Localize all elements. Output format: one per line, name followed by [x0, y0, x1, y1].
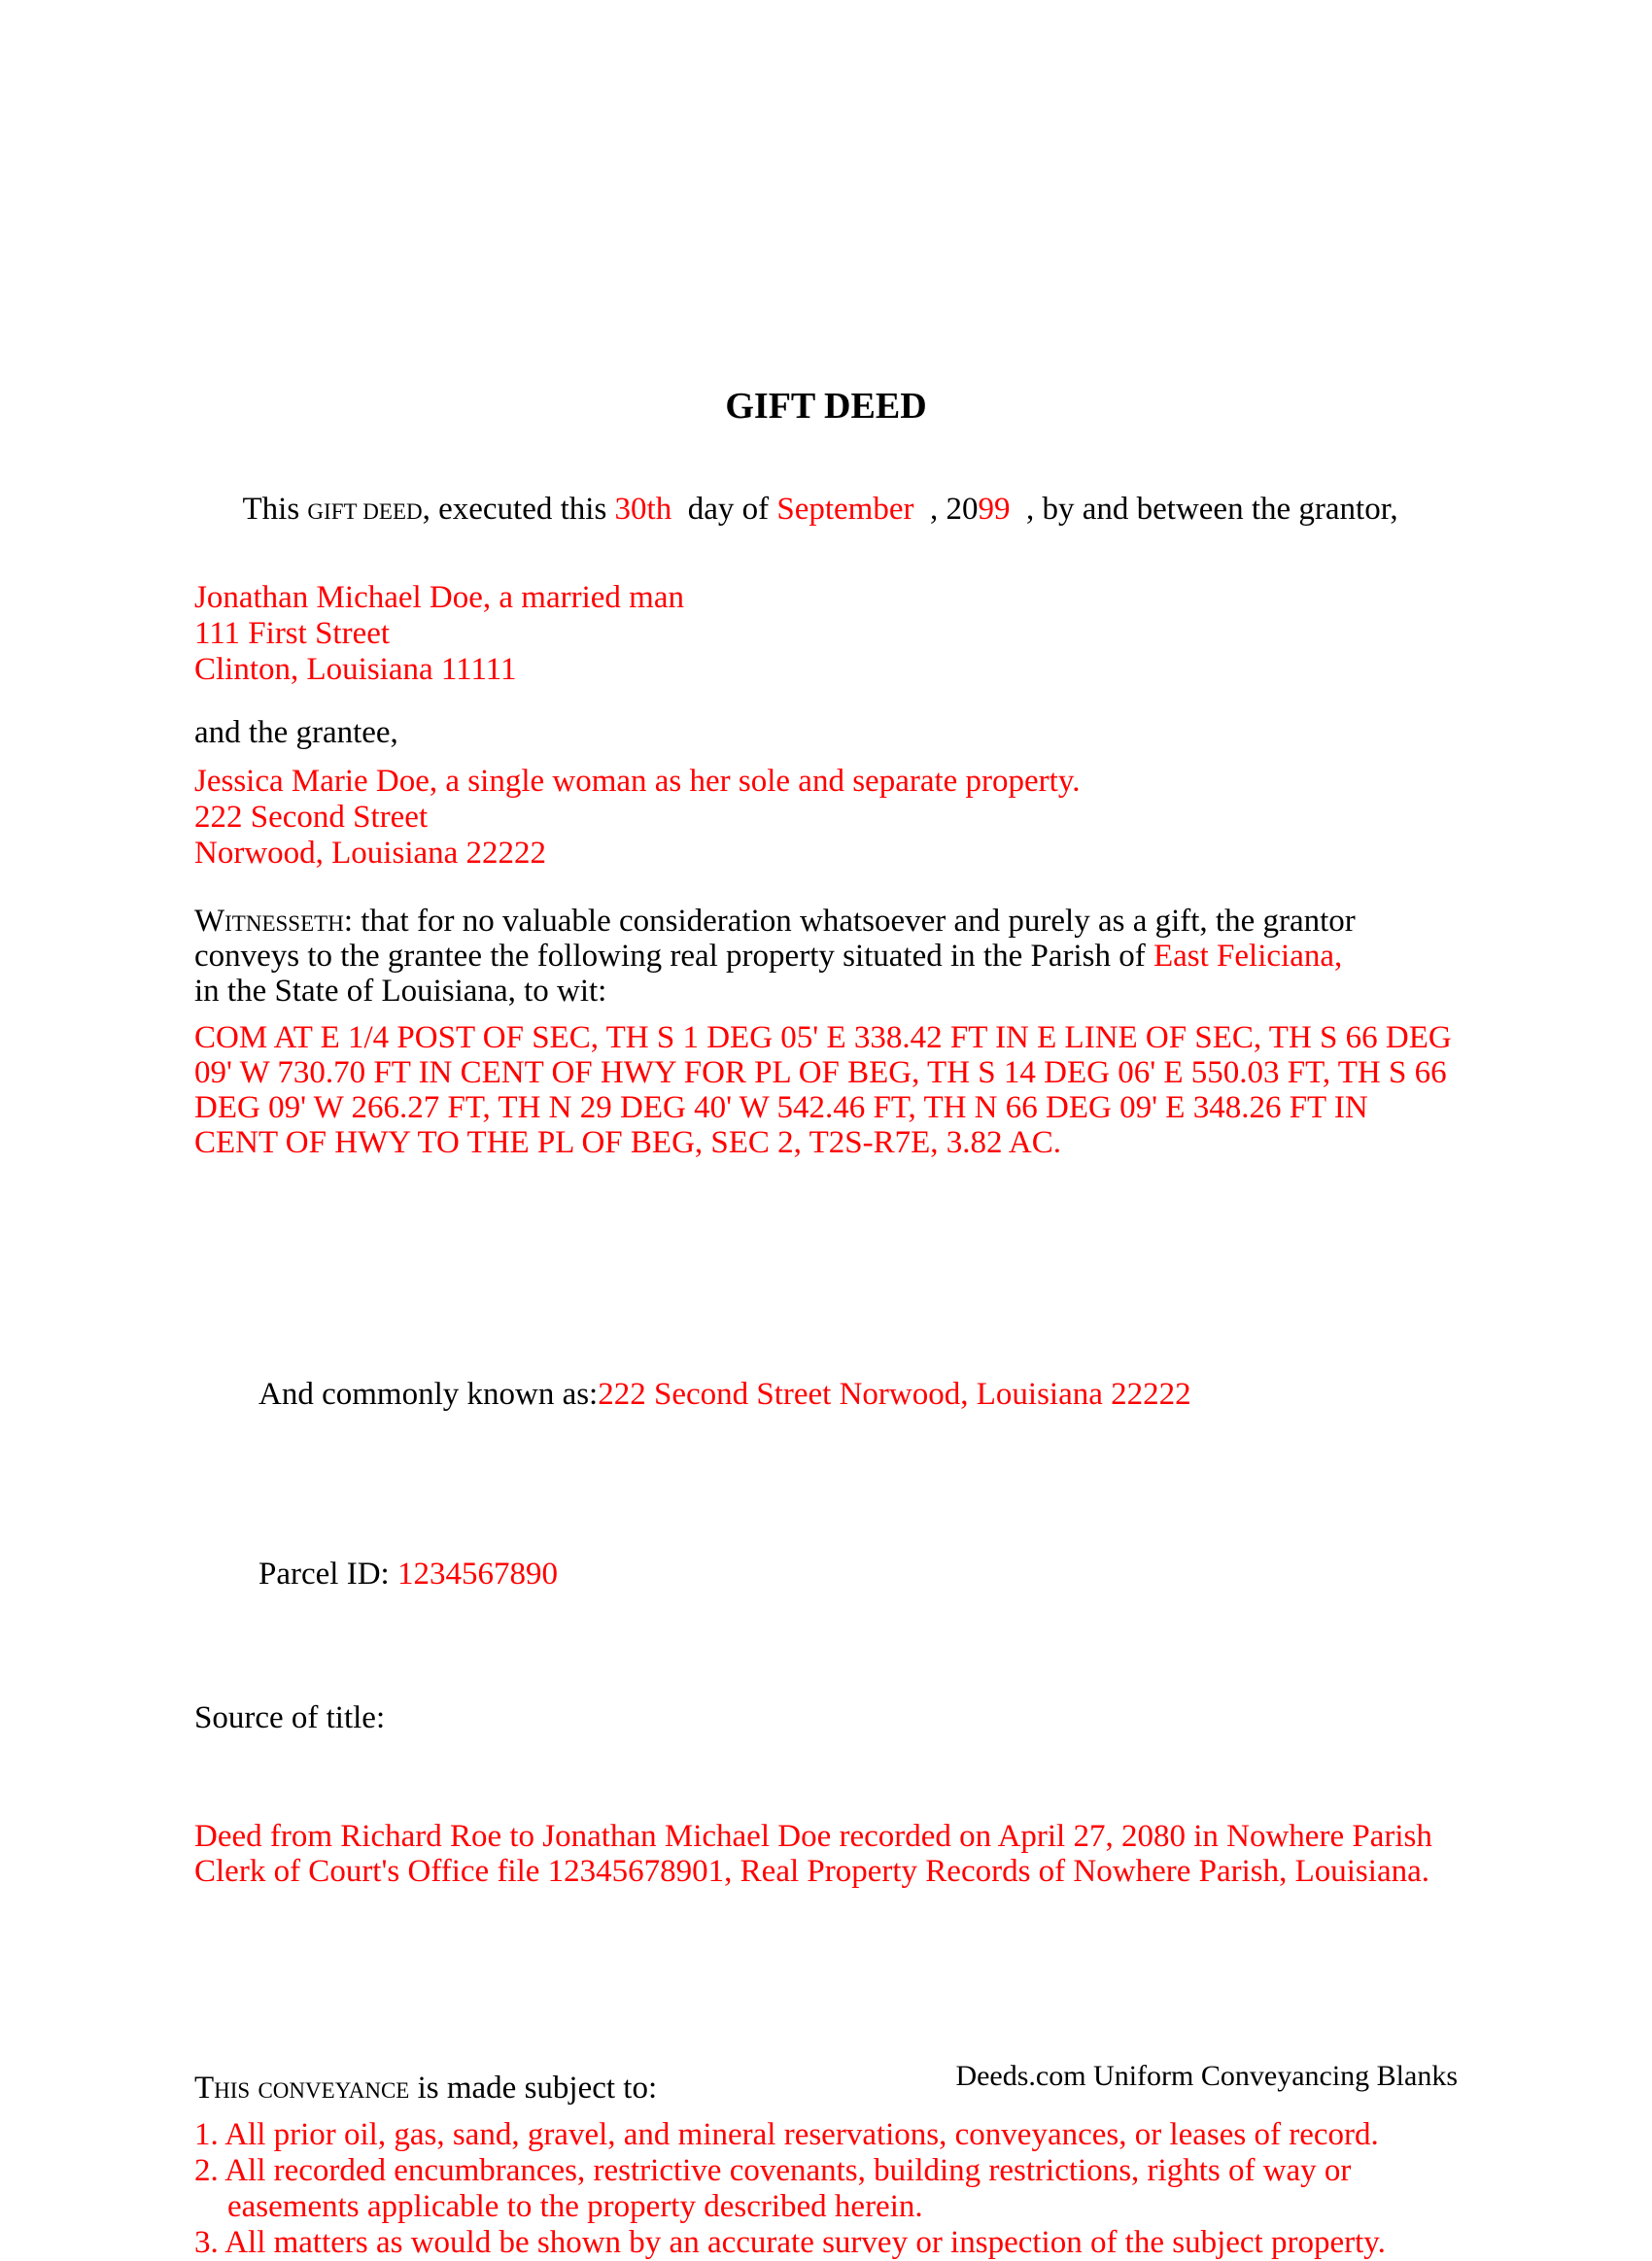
list-item [194, 2225, 1458, 2261]
parcel-id-label: Parcel ID: [258, 1557, 397, 1592]
intro-text-3: day of [671, 492, 777, 527]
grantor-address-line2: Clinton, Louisiana 11111 [194, 652, 517, 687]
source-of-title-label: Source of title: [194, 1700, 386, 1735]
commonly-known-label: And commonly known as: [258, 1377, 599, 1412]
grantee-block [194, 764, 1458, 872]
witnesseth-text-1: : that for no valuable consideration whatsoever and purely as a gift, the grantor [343, 904, 1356, 939]
intro-text-4: , 20 [913, 492, 979, 527]
document-content [194, 0, 1458, 2261]
grantee-name: Jessica Marie Doe, a single woman as her sole and separate property. [194, 764, 1081, 799]
witnesseth-text-2: conveys to the grantee the following real property situated in the Parish of [194, 939, 1153, 974]
intro-text-5: , by and between the grantor, [1010, 492, 1398, 527]
list-item-text: All recorded encumbrances, restrictive covenants, building restrictions, rights of way or easements applicable to the property described herein. [224, 2153, 1352, 2224]
list-item-number: 1. [194, 2117, 219, 2152]
execution-day-value: 30th [614, 492, 672, 527]
list-item-text: All matters as would be shown by an accurate survey or inspection of the subject property. [224, 2225, 1386, 2260]
witnesseth-paragraph [194, 904, 1458, 1009]
intro-text-1: This [242, 492, 308, 527]
list-item [194, 2117, 1458, 2153]
subject-to-list [194, 2117, 1458, 2261]
list-item-number: 3. [194, 2225, 219, 2260]
intro-paragraph [194, 456, 1458, 564]
witnesseth-text-3: in the State of Louisiana, to wit: [194, 974, 607, 1009]
grantor-name: Jonathan Michael Doe, a married man [194, 580, 684, 615]
list-item [194, 2153, 1458, 2225]
intro-text-2: , executed this [422, 492, 615, 527]
parish-value: East Feliciana, [1153, 939, 1343, 974]
document-title: GIFT DEED [725, 386, 927, 427]
subject-to-intro-rest: is made subject to: [409, 2071, 658, 2106]
grantee-intro-line: and the grantee, [194, 715, 398, 750]
property-details-block [194, 1269, 1458, 1808]
conveyance-label: This conveyance [194, 2071, 410, 2106]
execution-month-value: September [776, 492, 914, 527]
execution-year-value: 99 [978, 492, 1011, 527]
witnesseth-label: Witnesseth [194, 904, 344, 939]
commonly-known-value: 222 Second Street Norwood, Louisiana 22222 [598, 1377, 1191, 1412]
legal-description: COM AT E 1/4 POST OF SEC, TH S 1 DEG 05' E 338.42 FT IN E LINE OF SEC, TH S 66 DEG 09' W 730.70 FT IN CENT OF HWY FOR PL OF BEG, TH S 14 DEG 06' E 550.03 FT, TH S 66 DEG 09' W 266.27 FT, TH N 29 DEG 40' W 542.46 FT, TH N 66 DEG 09' E 348.26 FT IN CENT OF HWY TO THE PL OF BEG, SEC 2, T2S-R7E, 3.82 AC. [194, 1020, 1452, 1160]
commonly-known-line [194, 1341, 1458, 1449]
grantee-address-line1: 222 Second Street [194, 800, 429, 835]
grantor-block [194, 580, 1458, 688]
footer-credit: Deeds.com Uniform Conveyancing Blanks [955, 2060, 1458, 2092]
parcel-id-value: 1234567890 [396, 1557, 558, 1592]
grantor-address-line1: 111 First Street [194, 616, 391, 651]
list-item-number: 2. [194, 2153, 219, 2188]
parcel-id-line [194, 1521, 1458, 1628]
list-item-text: All prior oil, gas, sand, gravel, and mineral reservations, conveyances, or leases of record. [224, 2117, 1379, 2152]
grantee-address-line2: Norwood, Louisiana 22222 [194, 836, 547, 871]
gift-deed-label: Gift Deed [307, 492, 423, 527]
source-of-title-value: Deed from Richard Roe to Jonathan Michael Doe recorded on April 27, 2080 in Nowhere Parish Clerk of Court's Office file 12345678901, Real Property Records of Nowhere Parish, Louisiana. [194, 1819, 1432, 1889]
